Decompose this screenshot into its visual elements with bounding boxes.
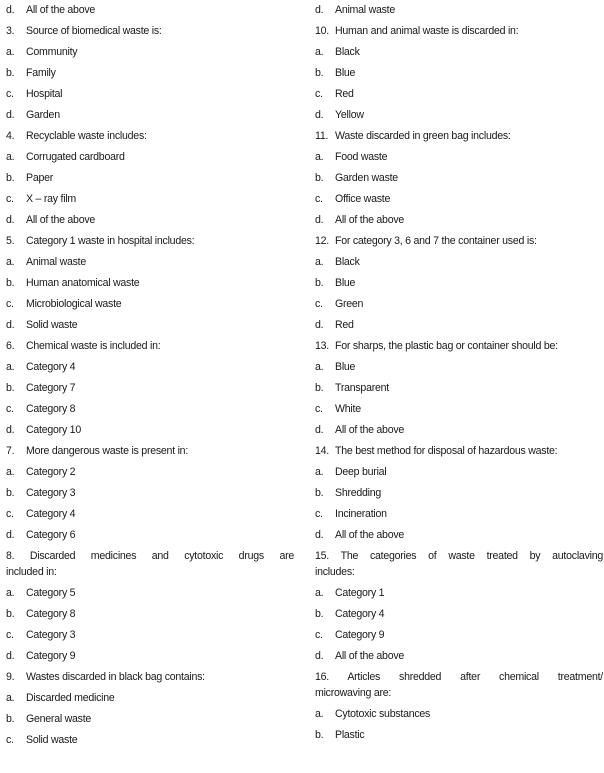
option-item (6, 294, 294, 315)
option-text: Plastic (335, 729, 365, 741)
option-letter: d. (315, 529, 324, 541)
question-text-line2: microwaving are: (315, 687, 392, 699)
option-text: Family (26, 67, 56, 79)
option-item (6, 84, 294, 105)
option-letter: c. (6, 193, 14, 205)
option-letter: a. (315, 708, 324, 720)
option-item (315, 399, 603, 420)
question-item (315, 667, 603, 704)
option-text: General waste (26, 713, 92, 725)
option-text: Garden (26, 109, 60, 121)
question-item (315, 441, 603, 462)
option-letter: a. (6, 361, 15, 373)
option-letter: b. (6, 382, 15, 394)
option-text: Category 10 (26, 424, 81, 436)
question-number: 11. (315, 130, 329, 142)
option-text: All of the above (335, 529, 405, 541)
option-item (315, 704, 603, 725)
option-item (315, 0, 603, 21)
option-letter: d. (6, 214, 15, 226)
option-text: Animal waste (335, 4, 395, 16)
option-item (6, 646, 294, 667)
option-letter: b. (315, 729, 324, 741)
option-letter: c. (315, 88, 323, 100)
question-item (315, 126, 603, 147)
option-text: All of the above (26, 4, 96, 16)
option-letter: c. (315, 298, 323, 310)
option-text: Category 1 (335, 587, 385, 599)
option-letter: a. (6, 151, 15, 163)
option-letter: a. (6, 466, 15, 478)
option-letter: b. (315, 487, 324, 499)
option-letter: c. (315, 629, 323, 641)
question-text: Recyclable waste includes: (26, 130, 147, 142)
option-letter: c. (6, 88, 14, 100)
option-item (6, 378, 294, 399)
option-letter: a. (6, 692, 15, 704)
option-text: Category 3 (26, 629, 76, 641)
option-text: Category 8 (26, 403, 76, 415)
option-letter: d. (6, 319, 15, 331)
option-letter: d. (315, 650, 324, 662)
question-item (6, 441, 294, 462)
option-item (6, 210, 294, 231)
option-letter: a. (315, 256, 324, 268)
option-text: Category 9 (26, 650, 76, 662)
option-item (315, 378, 603, 399)
question-number: 6. (6, 340, 15, 352)
option-item (315, 147, 603, 168)
question-number: 7. (6, 445, 15, 457)
option-letter: a. (6, 256, 15, 268)
question-text-line1: 16. Articles shredded after chemical treatment/ (315, 671, 603, 683)
option-letter: c. (6, 734, 14, 746)
right-column (315, 0, 603, 746)
option-item (6, 462, 294, 483)
option-text: Green (335, 298, 364, 310)
question-number: 4. (6, 130, 15, 142)
option-letter: c. (315, 193, 323, 205)
question-item (6, 546, 294, 583)
question-text: Source of biomedical waste is: (26, 25, 162, 37)
option-item (6, 504, 294, 525)
option-item (315, 646, 603, 667)
option-item (315, 84, 603, 105)
option-letter: c. (6, 403, 14, 415)
option-letter: d. (315, 4, 324, 16)
question-number: 9. (6, 671, 15, 683)
option-item (6, 273, 294, 294)
option-text: Category 4 (26, 361, 76, 373)
option-item (6, 357, 294, 378)
option-text: Paper (26, 172, 54, 184)
option-text: Category 4 (335, 608, 385, 620)
question-text: The best method for disposal of hazardous waste: (335, 445, 558, 457)
option-letter: a. (315, 151, 324, 163)
option-text: Incineration (335, 508, 387, 520)
option-letter: b. (315, 67, 324, 79)
option-letter: b. (6, 487, 15, 499)
option-text: Category 4 (26, 508, 76, 520)
option-item (315, 105, 603, 126)
option-item (6, 625, 294, 646)
option-item (6, 147, 294, 168)
option-text: Hospital (26, 88, 63, 100)
option-letter: d. (315, 109, 324, 121)
option-item (315, 294, 603, 315)
option-letter: b. (6, 713, 15, 725)
question-text: More dangerous waste is present in: (26, 445, 189, 457)
option-letter: b. (315, 608, 324, 620)
option-text: Blue (335, 67, 356, 79)
option-text: Human anatomical waste (26, 277, 140, 289)
question-text-line1: 15. The categories of waste treated by autoclaving (315, 550, 603, 562)
option-text: All of the above (335, 424, 405, 436)
option-item (315, 504, 603, 525)
option-text: White (335, 403, 361, 415)
question-item (6, 231, 294, 252)
option-letter: d. (315, 214, 324, 226)
option-text: Animal waste (26, 256, 86, 268)
question-text: Waste discarded in green bag includes: (335, 130, 511, 142)
option-text: Deep burial (335, 466, 387, 478)
option-item (315, 42, 603, 63)
option-text: Solid waste (26, 319, 78, 331)
question-text-line2: included in: (6, 566, 57, 578)
option-text: Black (335, 256, 360, 268)
option-letter: d. (315, 319, 324, 331)
option-text: Black (335, 46, 360, 58)
question-number: 13. (315, 340, 329, 352)
option-letter: b. (315, 277, 324, 289)
option-item (315, 189, 603, 210)
option-text: Cytotoxic substances (335, 708, 431, 720)
option-text: Transparent (335, 382, 389, 394)
question-text-line2: includes: (315, 566, 355, 578)
option-item (6, 399, 294, 420)
option-item (6, 420, 294, 441)
option-text: Blue (335, 277, 356, 289)
option-text: Category 3 (26, 487, 76, 499)
option-text: Category 8 (26, 608, 76, 620)
option-text: Corrugated cardboard (26, 151, 125, 163)
option-item (315, 525, 603, 546)
question-item (6, 667, 294, 688)
left-column (6, 0, 294, 751)
option-item (315, 604, 603, 625)
option-text: Yellow (335, 109, 364, 121)
option-letter: a. (315, 46, 324, 58)
option-text: Category 9 (335, 629, 385, 641)
option-letter: d. (6, 529, 15, 541)
option-item (6, 604, 294, 625)
option-text: Microbiological waste (26, 298, 122, 310)
option-letter: c. (315, 403, 323, 415)
option-item (315, 273, 603, 294)
option-item (6, 688, 294, 709)
question-number: 5. (6, 235, 15, 247)
option-text: Blue (335, 361, 356, 373)
option-item (315, 583, 603, 604)
option-item (6, 583, 294, 604)
option-item (315, 462, 603, 483)
option-item (6, 709, 294, 730)
question-text: Human and animal waste is discarded in: (335, 25, 519, 37)
option-letter: d. (6, 424, 15, 436)
option-letter: a. (315, 361, 324, 373)
question-number: 14. (315, 445, 329, 457)
option-text: Category 7 (26, 382, 76, 394)
option-item (6, 483, 294, 504)
option-letter: b. (315, 382, 324, 394)
option-letter: b. (315, 172, 324, 184)
option-letter: b. (6, 608, 15, 620)
question-item (315, 231, 603, 252)
option-letter: c. (315, 508, 323, 520)
question-number: 3. (6, 25, 15, 37)
option-item (6, 525, 294, 546)
question-text: Chemical waste is included in: (26, 340, 161, 352)
option-item (315, 483, 603, 504)
option-item (315, 625, 603, 646)
option-text: Category 2 (26, 466, 76, 478)
option-item (315, 252, 603, 273)
option-text: Food waste (335, 151, 388, 163)
question-item (315, 336, 603, 357)
option-item (6, 730, 294, 751)
option-item (6, 105, 294, 126)
option-letter: d. (6, 109, 15, 121)
option-item (6, 42, 294, 63)
question-item (315, 21, 603, 42)
option-text: All of the above (335, 214, 405, 226)
option-text: Office waste (335, 193, 391, 205)
option-letter: a. (6, 46, 15, 58)
option-item (315, 168, 603, 189)
question-text-line1: 8. Discarded medicines and cytotoxic drugs are (6, 550, 294, 562)
option-text: X – ray film (26, 193, 76, 205)
option-item (6, 315, 294, 336)
option-letter: c. (6, 508, 14, 520)
option-item (315, 357, 603, 378)
option-item (6, 63, 294, 84)
option-letter: d. (6, 650, 15, 662)
option-text: All of the above (335, 650, 405, 662)
option-item (315, 420, 603, 441)
question-item (315, 546, 603, 583)
option-text: Community (26, 46, 78, 58)
question-item (6, 126, 294, 147)
option-item (6, 0, 294, 21)
option-item (6, 168, 294, 189)
question-text: Wastes discarded in black bag contains: (26, 671, 205, 683)
option-item (6, 189, 294, 210)
option-text: Shredding (335, 487, 382, 499)
option-item (315, 315, 603, 336)
option-letter: d. (315, 424, 324, 436)
option-text: Garden waste (335, 172, 398, 184)
option-text: All of the above (26, 214, 96, 226)
question-text: For sharps, the plastic bag or container should be: (335, 340, 558, 352)
question-text: For category 3, 6 and 7 the container used is: (335, 235, 537, 247)
option-text: Category 6 (26, 529, 76, 541)
option-letter: b. (6, 277, 15, 289)
option-letter: a. (6, 587, 15, 599)
option-item (315, 210, 603, 231)
option-letter: a. (315, 466, 324, 478)
option-text: Solid waste (26, 734, 78, 746)
option-letter: a. (315, 587, 324, 599)
question-number: 10. (315, 25, 329, 37)
option-item (315, 63, 603, 84)
option-item (315, 725, 603, 746)
option-text: Red (335, 319, 354, 331)
question-item (6, 336, 294, 357)
option-letter: c. (6, 629, 14, 641)
option-text: Red (335, 88, 354, 100)
option-letter: b. (6, 172, 15, 184)
question-item (6, 21, 294, 42)
option-letter: d. (6, 4, 15, 16)
question-text: Category 1 waste in hospital includes: (26, 235, 195, 247)
option-letter: b. (6, 67, 15, 79)
option-text: Category 5 (26, 587, 76, 599)
option-letter: c. (6, 298, 14, 310)
option-text: Discarded medicine (26, 692, 115, 704)
option-item (6, 252, 294, 273)
question-number: 12. (315, 235, 329, 247)
